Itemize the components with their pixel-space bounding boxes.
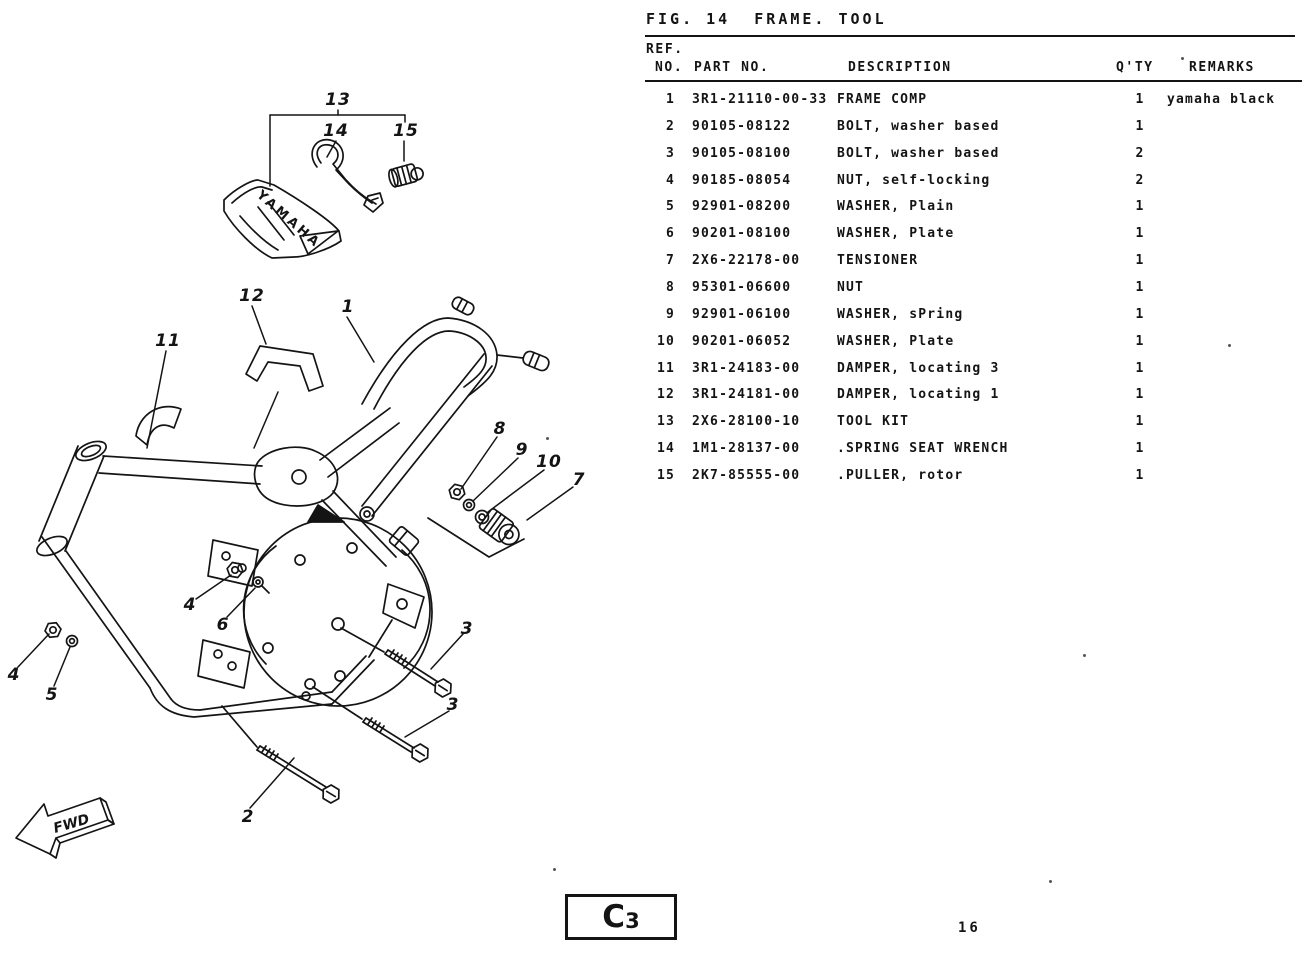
table-row xyxy=(645,387,1307,409)
cell-ref: 4 xyxy=(665,172,675,188)
callout-8: 8 xyxy=(493,419,507,439)
cell-desc: BOLT, washer based xyxy=(837,145,1000,161)
callout-3: 3 xyxy=(460,619,474,639)
cell-desc: .PULLER, rotor xyxy=(837,467,964,483)
table-row xyxy=(645,253,1307,275)
cell-rem: yamaha black xyxy=(1167,92,1276,107)
cell-desc: WASHER, sPring xyxy=(837,306,964,322)
scan-speck xyxy=(1228,344,1231,347)
damper-locating-1 xyxy=(246,346,323,391)
cell-qty: 1 xyxy=(1135,467,1145,483)
cell-desc: DAMPER, locating 3 xyxy=(837,360,1000,376)
cell-desc: FRAME COMP xyxy=(837,92,928,107)
cell-qty: 1 xyxy=(1135,253,1145,269)
scan-speck xyxy=(546,437,549,440)
cell-desc: .SPRING SEAT WRENCH xyxy=(837,441,1009,457)
table-row xyxy=(645,173,1307,195)
washer-6 xyxy=(253,577,269,593)
callout-11: 11 xyxy=(155,331,181,351)
cell-desc: NUT, self-locking xyxy=(837,172,991,188)
header-ref-line1: REF. xyxy=(646,42,684,57)
table-row xyxy=(645,441,1307,463)
section-badge-sub: 3 xyxy=(625,909,640,933)
callout-4: 4 xyxy=(183,595,197,615)
callout-12: 12 xyxy=(239,286,265,306)
cell-part: 2X6-28100-10 xyxy=(692,414,801,430)
title-rule xyxy=(645,35,1295,37)
bolt-3-lower xyxy=(363,718,432,764)
cell-ref: 12 xyxy=(656,387,675,403)
section-badge-main: C xyxy=(602,898,626,935)
page-number: 16 xyxy=(958,920,981,936)
tensioner xyxy=(478,508,524,550)
cell-ref: 5 xyxy=(665,199,675,215)
cell-part: 3R1-24181-00 xyxy=(692,387,801,403)
cell-part: 3R1-24183-00 xyxy=(692,360,801,376)
cell-qty: 1 xyxy=(1135,414,1145,430)
callout-1: 1 xyxy=(341,297,355,317)
cell-ref: 1 xyxy=(665,92,675,107)
cell-part: 90201-06052 xyxy=(692,333,792,349)
callout-5: 5 xyxy=(45,685,59,705)
header-remarks: REMARKS xyxy=(1189,60,1255,75)
header-qty: Q'TY xyxy=(1116,60,1154,75)
header-ref-line2: NO. xyxy=(655,60,684,75)
damper-locating-3 xyxy=(136,407,181,445)
fwd-label: FWD xyxy=(51,811,92,837)
table-row xyxy=(645,414,1307,436)
cell-desc: NUT xyxy=(837,279,865,295)
bolt-2 xyxy=(257,746,343,805)
header-part-no: PART NO. xyxy=(694,60,770,75)
scan-speck xyxy=(1083,654,1086,657)
cell-qty: 1 xyxy=(1135,92,1145,107)
cell-desc: DAMPER, locating 1 xyxy=(837,387,1000,403)
cell-ref: 13 xyxy=(656,414,675,430)
cell-qty: 1 xyxy=(1135,360,1145,376)
tool-bag-brand: YAMAHA xyxy=(253,187,324,252)
callout-9: 9 xyxy=(515,440,529,460)
cell-qty: 1 xyxy=(1135,387,1145,403)
table-row xyxy=(645,226,1307,248)
table-row xyxy=(645,307,1307,329)
cell-ref: 3 xyxy=(665,145,675,161)
cell-part: 90105-08100 xyxy=(692,145,792,161)
cell-desc: TOOL KIT xyxy=(837,414,910,430)
scan-speck xyxy=(553,868,556,871)
scan-speck xyxy=(1049,880,1052,883)
cell-part: 95301-06600 xyxy=(692,279,792,295)
callout-14: 14 xyxy=(323,121,349,141)
table-row xyxy=(645,468,1307,490)
callout-6: 6 xyxy=(216,615,230,635)
cell-ref: 8 xyxy=(665,279,675,295)
cell-desc: WASHER, Plain xyxy=(837,199,955,215)
callout-13: 13 xyxy=(325,90,351,110)
cell-ref: 11 xyxy=(656,360,675,376)
cell-ref: 9 xyxy=(665,306,675,322)
rotor-puller xyxy=(387,162,425,188)
cell-part: 90105-08122 xyxy=(692,118,792,134)
table-row xyxy=(645,361,1307,383)
cell-part: 2X6-22178-00 xyxy=(692,253,801,269)
spring-seat-wrench xyxy=(312,140,383,212)
scan-speck xyxy=(1181,57,1184,60)
cell-desc: WASHER, Plate xyxy=(837,333,955,349)
cell-part: 2K7-85555-00 xyxy=(692,467,801,483)
cell-part: 92901-06100 xyxy=(692,306,792,322)
table-row xyxy=(645,92,1307,114)
cell-qty: 1 xyxy=(1135,333,1145,349)
cell-desc: BOLT, washer based xyxy=(837,118,1000,134)
cell-part: 3R1-21110-00-33 xyxy=(692,92,828,107)
cell-qty: 1 xyxy=(1135,199,1145,215)
callout-4: 4 xyxy=(7,665,21,685)
frame-body xyxy=(34,296,551,747)
cell-ref: 6 xyxy=(665,226,675,242)
cell-desc: WASHER, Plate xyxy=(837,226,955,242)
cell-ref: 7 xyxy=(665,253,675,269)
fwd-arrow-icon xyxy=(16,798,114,858)
cell-part: 90201-08100 xyxy=(692,226,792,242)
callout-15: 15 xyxy=(393,121,419,141)
cell-part: 1M1-28137-00 xyxy=(692,441,801,457)
section-badge xyxy=(565,894,677,940)
table-row xyxy=(645,199,1307,221)
cell-qty: 1 xyxy=(1135,226,1145,242)
cell-qty: 2 xyxy=(1135,172,1145,188)
figure-title: FIG. 14 FRAME. TOOL xyxy=(646,10,887,28)
table-row xyxy=(645,280,1307,302)
table-row xyxy=(645,334,1307,356)
header-description: DESCRIPTION xyxy=(848,60,952,75)
cell-qty: 1 xyxy=(1135,279,1145,295)
callout-10: 10 xyxy=(536,452,562,472)
cell-qty: 1 xyxy=(1135,306,1145,322)
callout-3: 3 xyxy=(446,695,460,715)
washer-5 xyxy=(67,636,78,647)
cell-qty: 2 xyxy=(1135,145,1145,161)
cell-ref: 15 xyxy=(656,467,675,483)
table-row xyxy=(645,146,1307,168)
cell-qty: 1 xyxy=(1135,118,1145,134)
cell-part: 90185-08054 xyxy=(692,172,792,188)
header-rule xyxy=(645,80,1302,82)
cell-qty: 1 xyxy=(1135,441,1145,457)
cell-desc: TENSIONER xyxy=(837,253,919,269)
callout-7: 7 xyxy=(572,470,586,490)
tool-pouch xyxy=(224,180,341,258)
cell-ref: 10 xyxy=(656,333,675,349)
cell-part: 92901-08200 xyxy=(692,199,792,215)
table-rows xyxy=(645,92,1307,512)
cell-ref: 2 xyxy=(665,118,675,134)
cell-ref: 14 xyxy=(656,441,675,457)
table-row xyxy=(645,119,1307,141)
callout-2: 2 xyxy=(241,807,255,827)
